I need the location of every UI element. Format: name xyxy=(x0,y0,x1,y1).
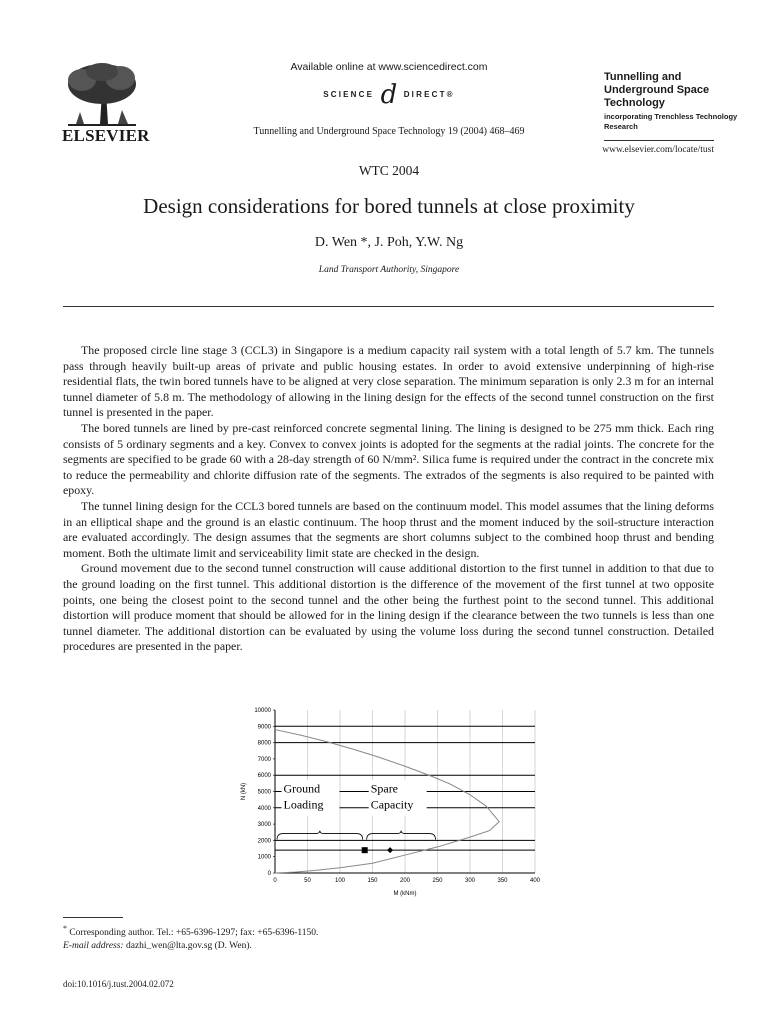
y-tick-label: 6000 xyxy=(257,773,271,780)
chart-svg xyxy=(225,700,555,905)
article-title: Design considerations for bored tunnels at close proximity xyxy=(143,194,635,218)
x-tick-label: 400 xyxy=(529,878,541,884)
email-label: E-mail address: xyxy=(63,941,124,952)
abstract-paragraph: The proposed circle line stage 3 (CCL3) in Singapore is a medium capacity rail system with a total length of 5.7 km. The tunnels pass through heavily built-up areas of private and public housing estates. In order to avoid extensive underpinning of high-rise residential flats, the twin bored tunnels have to be aligned at very close separation. The minimum separation is only 2.3 m for an internal tunnel diameter of 5.8 m. The methodology of allowing in the lining design for the effects of the second tunnel construction on the first tunnel is presented in the paper. xyxy=(63,343,714,420)
y-tick-label: 1000 xyxy=(257,854,271,861)
y-tick-label: 2000 xyxy=(257,838,271,845)
y-tick-label: 8000 xyxy=(257,740,271,747)
journal-title: Tunnelling and Underground Space Technology xyxy=(604,71,710,109)
x-tick-label: 100 xyxy=(334,878,346,884)
y-tick-label: 7000 xyxy=(257,756,271,763)
journal-url[interactable]: www.elsevier.com/locate/tust xyxy=(602,145,714,155)
x-tick-label: 200 xyxy=(399,878,411,884)
journal-rule xyxy=(604,140,714,141)
annotation-label: Ground xyxy=(283,781,321,796)
abstract-paragraph: The bored tunnels are lined by pre-cast reinforced concrete segmental lining. The lining is designed to be 275 mm thick. Each ring consists of 5 ordinary segments and a key. Convex to convex joints is adopted for the segments at the radial joints. The concrete for the segments are specified to be grade 60 with a 28-day strength of 60 N/mm². Silica fume is required under the contract in the concrete mix to reduce the permeability and chlorite diffusion rate of the segments. The extrados of the segments is also required to be painted with epoxy. xyxy=(63,420,714,498)
annotation-label: Loading xyxy=(283,797,324,812)
sd-right: DIRECT® xyxy=(403,90,455,99)
journal-citation: Tunnelling and Underground Space Technology 19 (2004) 468–469 xyxy=(253,126,525,137)
x-tick-label: 150 xyxy=(367,878,378,884)
x-tick-label: 0 xyxy=(273,878,277,884)
y-tick-label: 0 xyxy=(267,871,271,877)
x-tick-label: 50 xyxy=(304,878,311,884)
x-tick-label: 350 xyxy=(497,878,508,884)
x-tick-label: 250 xyxy=(432,878,443,884)
x-tick-label: 300 xyxy=(464,878,476,884)
abstract xyxy=(63,343,714,655)
footnote-corresponding xyxy=(63,922,663,940)
publisher-name: ELSEVIER xyxy=(62,126,150,145)
footnote xyxy=(63,922,663,953)
footnote-corresponding-text: Corresponding author. Tel.: +65-6396-1297; fax: +65-6396-1150. xyxy=(69,928,319,939)
y-tick-label: 4000 xyxy=(257,805,271,812)
footnote-rule xyxy=(63,917,123,918)
journal-block xyxy=(604,71,744,132)
y-tick-label: 9000 xyxy=(257,724,271,731)
y-tick-label: 3000 xyxy=(257,822,271,829)
data-point-diamond xyxy=(387,847,393,853)
sd-at: d xyxy=(380,80,398,110)
annotation-label: Capacity xyxy=(370,797,414,812)
y-tick-label: 5000 xyxy=(257,789,271,796)
doi: doi:10.1016/j.tust.2004.02.072 xyxy=(63,979,174,989)
abstract-paragraph: The tunnel lining design for the CCL3 bored tunnels are based on the continuum model. This model assumes that the lining deforms in an elliptical shape and the ground is an elastic continuum. The hoop thrust and the moment induced by the soil-structure interaction are evaluated accordingly. The design assumes that the segments are short columns subject to the combined hoop thrust and bending moment. Both the ultimate limit and serviceability limit state are checked in the design. xyxy=(63,498,714,560)
footnote-marker: * xyxy=(63,924,67,933)
title-rule xyxy=(63,306,714,307)
data-point-square xyxy=(362,847,368,853)
annotation-brace xyxy=(367,831,436,840)
y-axis-label: N (kN) xyxy=(241,782,247,801)
email-address[interactable]: dazhi_wen@lta.gov.sg (D. Wen). xyxy=(125,941,252,952)
x-axis-label: M (kNm) xyxy=(393,891,417,897)
y-tick-label: 10000 xyxy=(254,708,271,714)
article-authors: D. Wen *, J. Poh, Y.W. Ng xyxy=(314,235,464,250)
sd-left: SCIENCE xyxy=(323,90,375,99)
footnote-email xyxy=(63,940,663,953)
conference-label: WTC 2004 xyxy=(358,163,420,178)
interaction-chart xyxy=(225,700,555,905)
article-affiliation: Land Transport Authority, Singapore xyxy=(318,265,460,275)
available-online: Available online at www.sciencedirect.com xyxy=(290,61,488,73)
abstract-paragraph: Ground movement due to the second tunnel construction will cause additional distortion to the first tunnel in addition to that due to the ground loading on the first tunnel. This additional distortion is the difference of the movement of the first tunnel at two opposite points, one being the closest point to the second tunnel and the other being the furthest point to the second tunnel. This additional distortion will produce moment that should be allowed for in the lining design if the clearance between the two tunnels is less than one tunnel diameter. The additional distortion can be evaluated by using the volume loss during the second tunnel construction. Detailed procedures are presented in the paper. xyxy=(63,561,714,654)
annotation-label: Spare xyxy=(370,781,399,796)
annotation-brace xyxy=(277,831,363,840)
journal-subtitle: incorporating Trenchless Technology Research xyxy=(604,112,738,131)
